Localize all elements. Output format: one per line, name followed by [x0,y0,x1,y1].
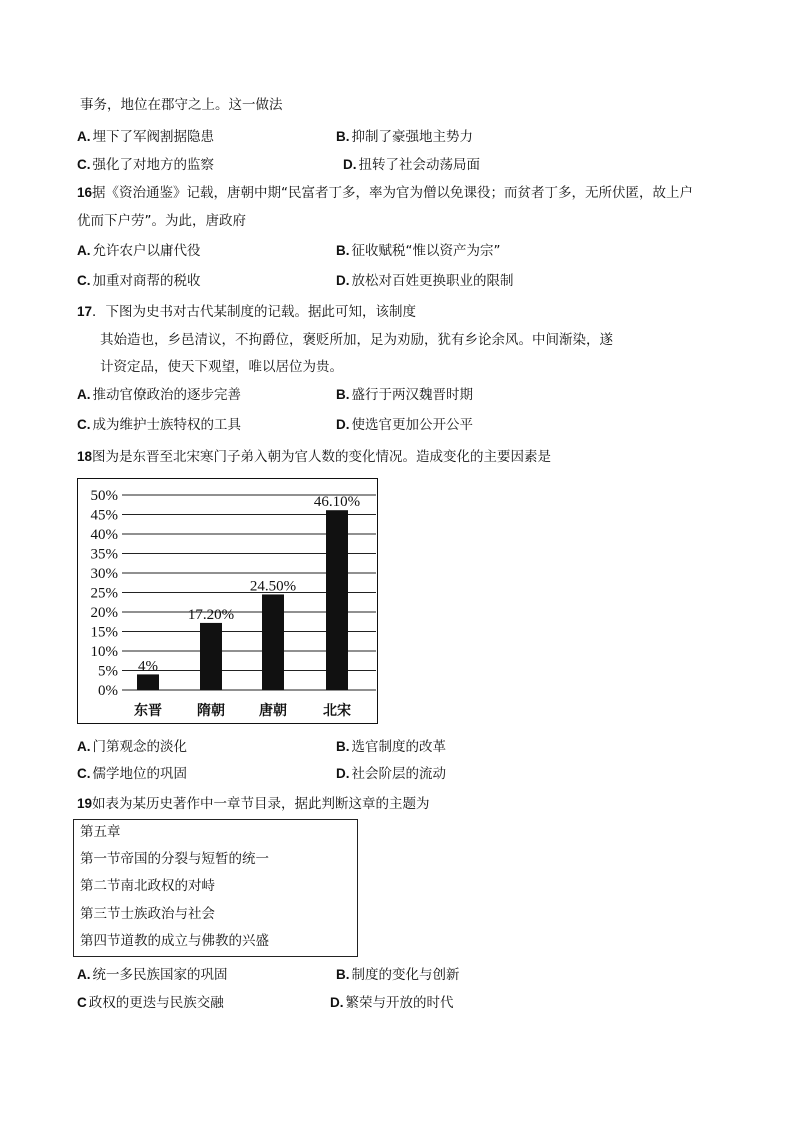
q17-quote-line2: 计资定品，使天下观望，唯以居位为贵。 [100,359,343,375]
data-label: 17.20% [187,606,235,623]
q18-option-b: B. 选官制度的改革 [336,739,446,755]
q18-bar-chart [77,478,378,724]
y-tick-label: 35% [90,546,118,563]
q15-option-d: D. 扭转了社会动荡局面 [343,157,480,173]
q16-stem-line1: 16据《资治通鉴》记载，唐朝中期“民富者丁多，率为官为僧以免课役；而贫者丁多，无所伏匿，故上户 [77,185,694,201]
y-tick-label: 10% [90,644,118,660]
q17-stem: 17．下图为史书对古代某制度的记载。据此可知，该制度 [77,304,417,320]
y-tick-label: 20% [90,605,118,621]
q16-option-a: A. 允许农户以庸代役 [77,243,201,259]
q18-option-c: C. 儒学地位的巩固 [77,766,187,782]
q17-quote-line1: 其始造也，乡邑清议，不拘爵位，褒贬所加，足为劝励，犹有乡论余风。中间渐染，遂 [100,332,613,348]
q18-option-d: D. 社会阶层的流动 [336,766,446,782]
q18-stem: 18图为是东晋至北宋寒门子弟入朝为官人数的变化情况。造成变化的主要因素是 [77,449,552,465]
q19-stem: 19如表为某历史著作中一章节目录，据此判断这章的主题为 [77,796,430,812]
y-tick-label: 15% [90,624,118,641]
toc-section-2: 第二节南北政权的对峙 [80,878,215,894]
toc-chapter-title: 第五章 [80,824,121,840]
y-tick-label: 25% [90,585,118,602]
data-label: 24.50% [249,578,297,595]
q19-option-a: A. 统一多民族国家的巩固 [77,967,228,983]
q16-stem-line2: 优而下户劳”。为此，唐政府 [77,213,246,229]
q15-option-c: C. 强化了对地方的监察 [77,157,214,173]
q16-option-c: C. 加重对商帮的税收 [77,273,201,289]
bar [137,674,159,690]
toc-section-3: 第三节士族政治与社会 [80,906,215,922]
q15-option-b: B. 抑制了豪强地主势力 [336,129,473,145]
data-label: 46.10% [313,494,361,511]
y-tick-label: 30% [90,566,118,582]
x-tick-label: 唐朝 [259,703,287,719]
q17-option-d: D. 使选官更加公开公平 [336,417,473,433]
y-tick-label: 40% [90,527,118,543]
q19-option-d: D. 繁荣与开放的时代 [330,995,454,1011]
y-tick-label: 0% [98,683,118,699]
x-tick-label: 北宋 [323,703,351,719]
q17-option-b: B. 盛行于两汉魏晋时期 [336,387,473,403]
q17-option-a: A. 推动官僚政治的逐步完善 [77,387,241,403]
q19-toc-table [73,819,358,957]
q19-option-b: B. 制度的变化与创新 [336,967,460,983]
q19-option-c: C 政权的更迭与民族交融 [77,995,224,1011]
q16-option-b: B. 征收赋税“惟以资产为宗” [336,243,501,259]
data-label: 4% [138,658,158,675]
x-tick-label: 隋朝 [197,703,225,719]
bar [326,510,348,690]
y-tick-label: 5% [98,663,118,680]
bar [200,623,222,690]
y-tick-label: 45% [90,507,118,524]
q18-option-a: A. 门第观念的淡化 [77,739,187,755]
toc-section-4: 第四节道教的成立与佛教的兴盛 [80,933,269,949]
chart-svg [78,479,376,722]
q16-option-d: D. 放松对百姓更换职业的限制 [336,273,514,289]
q15-option-a: A. 埋下了军阀割据隐患 [77,129,214,145]
y-tick-label: 50% [90,488,118,504]
q15-stem-tail: 事务，地位在郡守之上。这一做法 [80,97,283,113]
toc-section-1: 第一节帝国的分裂与短暂的统一 [80,851,269,867]
x-tick-label: 东晋 [134,703,162,719]
bar [262,594,284,690]
q17-option-c: C. 成为维护士族特权的工具 [77,417,241,433]
